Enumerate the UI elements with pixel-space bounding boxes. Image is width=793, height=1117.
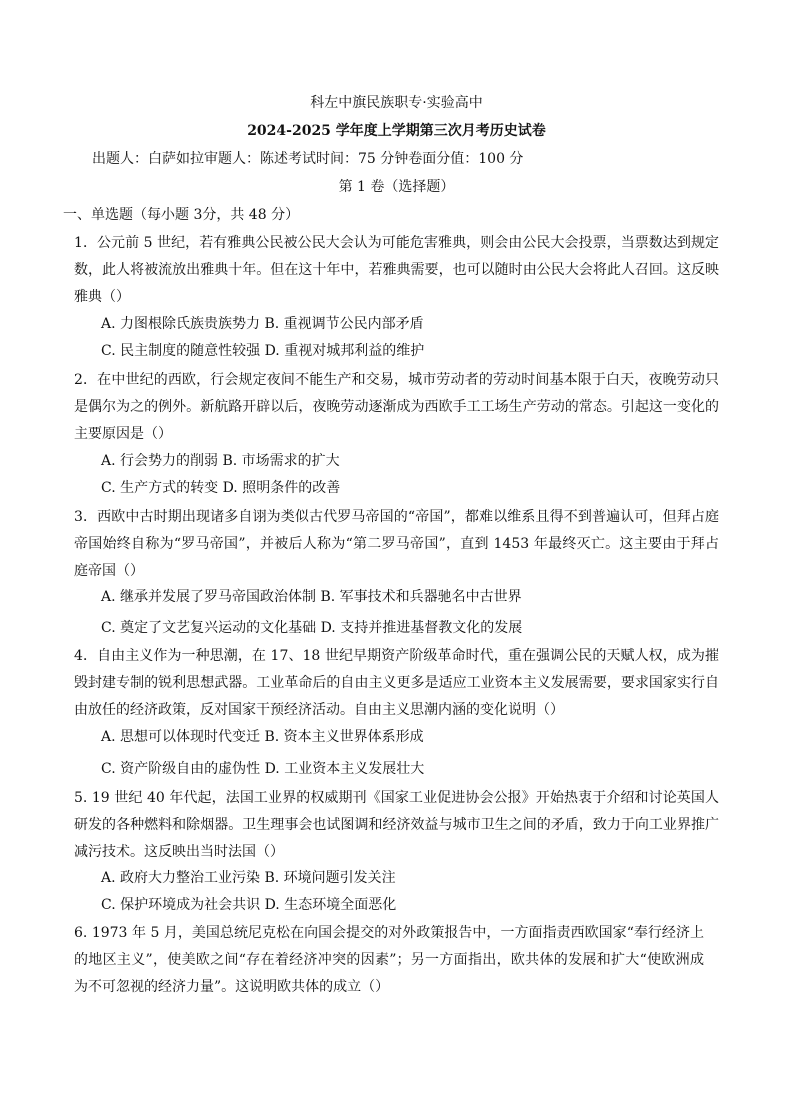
volume-label: 第 1 卷（选择题） bbox=[338, 179, 455, 195]
question-6-stem: 6. 1973 年 5 月，美国总统尼克松在向国会提交的对外政策报告中，一方面指责西欧国家“奉行经济上的地区主义”，使美欧之间“存在着经济冲突的因素”；另一方面指出，欧共体的发展和扩大“使欧洲成为不可忽视的经济力量”。这说明欧共体的成立（） bbox=[74, 925, 704, 995]
question-5-stem: 5. 19 世纪 40 年代起，法国工业界的权威期刊《国家工业促进协会公报》开始热衷于介绍和讨论英国人研发的各种燃料和除烟器。卫生理事会也试图调和经济效益与城市卫生之间的矛盾，致力于向工业界推广减污技术。这反映出当时法国（） bbox=[74, 790, 719, 860]
exam-title: 2024-2025 学年度上学期第三次月考历史试卷 bbox=[247, 123, 546, 139]
question-4-options-ab: A. 思想可以体现时代变迁 B. 资本主义世界体系形成 bbox=[101, 729, 424, 745]
question-1-options-ab: A. 力图根除氏族贵族势力 B. 重视调节公民内部矛盾 bbox=[101, 316, 424, 332]
question-4-stem: 4．自由主义作为一种思潮，在 17、18 世纪早期资产阶级革命时代，重在强调公民的天赋人权，成为摧毁封建专制的锐利思想武器。工业革命后的自由主义更多是适应工业资本主义发展需要，要求国家实行自由放任的经济政策，反对国家干预经济活动。自由主义思潮内涵的变化说明（） bbox=[74, 648, 719, 718]
question-2-stem: 2．在中世纪的西欧，行会规定夜间不能生产和交易，城市劳动者的劳动时间基本限于白天，夜晚劳动只是偶尔为之的例外。新航路开辟以后，夜晚劳动逐渐成为西欧手工工场生产劳动的常态。引起这一变化的主要原因是（） bbox=[74, 372, 719, 442]
question-1-stem: 1．公元前 5 世纪，若有雅典公民被公民大会认为可能危害雅典，则会由公民大会投票，当票数达到规定数，此人将被流放出雅典十年。但在这十年中，若雅典需要，也可以随时由公民大会将此人召回。这反映雅典（） bbox=[74, 235, 719, 305]
question-2-options-cd: C. 生产方式的转变 D. 照明条件的改善 bbox=[101, 480, 341, 496]
question-5-options-ab: A. 政府大力整治工业污染 B. 环境问题引发关注 bbox=[101, 870, 396, 886]
question-1-options-cd: C. 民主制度的随意性较强 D. 重视对城邦利益的维护 bbox=[101, 343, 425, 359]
question-3-stem: 3．西欧中古时期出现诸多自诩为类似古代罗马帝国的“帝国”，都难以维系且得不到普遍认可，但拜占庭帝国始终自称为“罗马帝国”，并被后人称为“第二罗马帝国”，直到 1453 年最终灭亡。这主要由于拜占庭帝国（） bbox=[74, 509, 719, 579]
question-4-options-cd: C. 资产阶级自由的虚伪性 D. 工业资本主义发展壮大 bbox=[101, 761, 425, 777]
question-5-options-cd: C. 保护环境成为社会共识 D. 生态环境全面恶化 bbox=[101, 897, 397, 913]
section-heading: 一、单选题（每小题 3分，共 48 分） bbox=[63, 207, 300, 223]
question-3-options-cd: C. 奠定了文艺复兴运动的文化基础 D. 支持并推进基督教文化的发展 bbox=[101, 620, 523, 636]
question-2-options-ab: A. 行会势力的削弱 B. 市场需求的扩大 bbox=[101, 453, 340, 469]
exam-meta: 出题人：白萨如拉审题人：陈述考试时间：75 分钟卷面分值：100 分 bbox=[92, 151, 524, 167]
question-3-options-ab: A. 继承并发展了罗马帝国政治体制 B. 军事技术和兵器驰名中古世界 bbox=[101, 589, 522, 605]
school-name: 科左中旗民族职专·实验高中 bbox=[310, 95, 483, 111]
